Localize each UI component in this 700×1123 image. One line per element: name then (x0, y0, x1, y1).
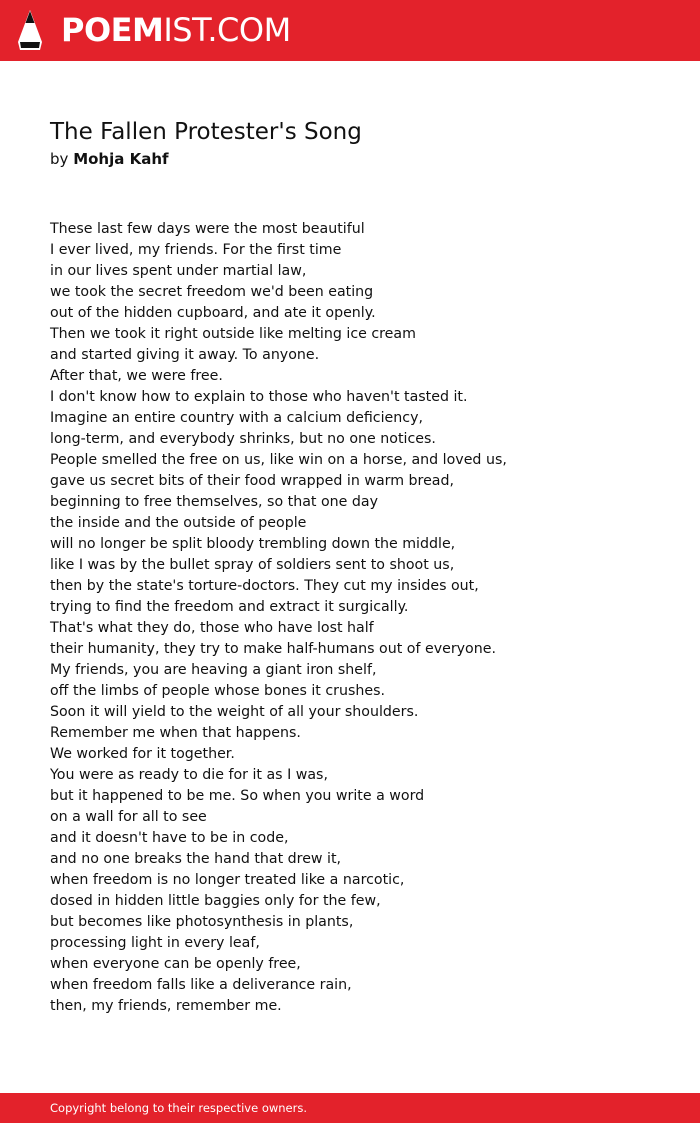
poem-line: beginning to free themselves, so that one day (50, 494, 378, 510)
brand-bold: POEM (61, 11, 164, 49)
poem-line: we took the secret freedom we'd been eating (50, 284, 374, 300)
poem-line: Soon it will yield to the weight of all your shoulders. (50, 704, 419, 720)
pencil-tip-icon[interactable] (17, 9, 43, 51)
poem-line: off the limbs of people whose bones it crushes. (50, 683, 386, 699)
poem-line: out of the hidden cupboard, and ate it openly. (50, 305, 376, 321)
poem-line: then, my friends, remember me. (50, 998, 282, 1014)
poem-line: in our lives spent under martial law, (50, 263, 307, 279)
poem-line: I don't know how to explain to those who haven't tasted it. (50, 389, 468, 405)
by-label: by (50, 150, 69, 168)
poem-line: processing light in every leaf, (50, 935, 260, 951)
poem-line: People smelled the free on us, like win on a horse, and loved us, (50, 452, 507, 468)
poem-line: the inside and the outside of people (50, 515, 307, 531)
poem-line: You were as ready to die for it as I was, (50, 767, 328, 783)
poem-line: when everyone can be openly free, (50, 956, 301, 972)
poem-line: These last few days were the most beautiful (50, 221, 365, 237)
poem-line: like I was by the bullet spray of soldiers sent to shoot us, (50, 557, 455, 573)
poem-line: and started giving it away. To anyone. (50, 347, 320, 363)
poem-line: We worked for it together. (50, 746, 235, 762)
poem-title: The Fallen Protester's Song (50, 119, 362, 145)
poem-line: their humanity, they try to make half-humans out of everyone. (50, 641, 496, 657)
poem-line: and no one breaks the hand that drew it, (50, 851, 342, 867)
poem-line: trying to find the freedom and extract it surgically. (50, 599, 409, 615)
byline (50, 149, 169, 169)
poem-line: then by the state's torture-doctors. They cut my insides out, (50, 578, 479, 594)
poem-body (50, 219, 507, 1017)
poem-line: when freedom is no longer treated like a narcotic, (50, 872, 405, 888)
poem-line: My friends, you are heaving a giant iron shelf, (50, 662, 377, 678)
poem-line: That's what they do, those who have lost half (50, 620, 374, 636)
poem-line: but it happened to be me. So when you write a word (50, 788, 425, 804)
poem-line: gave us secret bits of their food wrapped in warm bread, (50, 473, 455, 489)
site-footer (0, 1093, 700, 1123)
author-name: Mohja Kahf (73, 150, 169, 168)
brand-light: IST.COM (163, 11, 291, 49)
poem-line: will no longer be split bloody trembling down the middle, (50, 536, 456, 552)
poem-line: Then we took it right outside like melting ice cream (50, 326, 416, 342)
site-logo[interactable] (61, 10, 291, 50)
poem-line: on a wall for all to see (50, 809, 207, 825)
copyright-notice: Copyright belong to their respective owners. (50, 1101, 308, 1115)
poem-line: dosed in hidden little baggies only for the few, (50, 893, 381, 909)
site-header (0, 0, 700, 61)
poem-line: and it doesn't have to be in code, (50, 830, 289, 846)
poem-line: Imagine an entire country with a calcium deficiency, (50, 410, 423, 426)
poem-line: After that, we were free. (50, 368, 223, 384)
poem-line: Remember me when that happens. (50, 725, 301, 741)
poem-line: long-term, and everybody shrinks, but no one notices. (50, 431, 436, 447)
poem-line: when freedom falls like a deliverance rain, (50, 977, 352, 993)
poem-line: but becomes like photosynthesis in plants, (50, 914, 354, 930)
poem-line: I ever lived, my friends. For the first time (50, 242, 342, 258)
